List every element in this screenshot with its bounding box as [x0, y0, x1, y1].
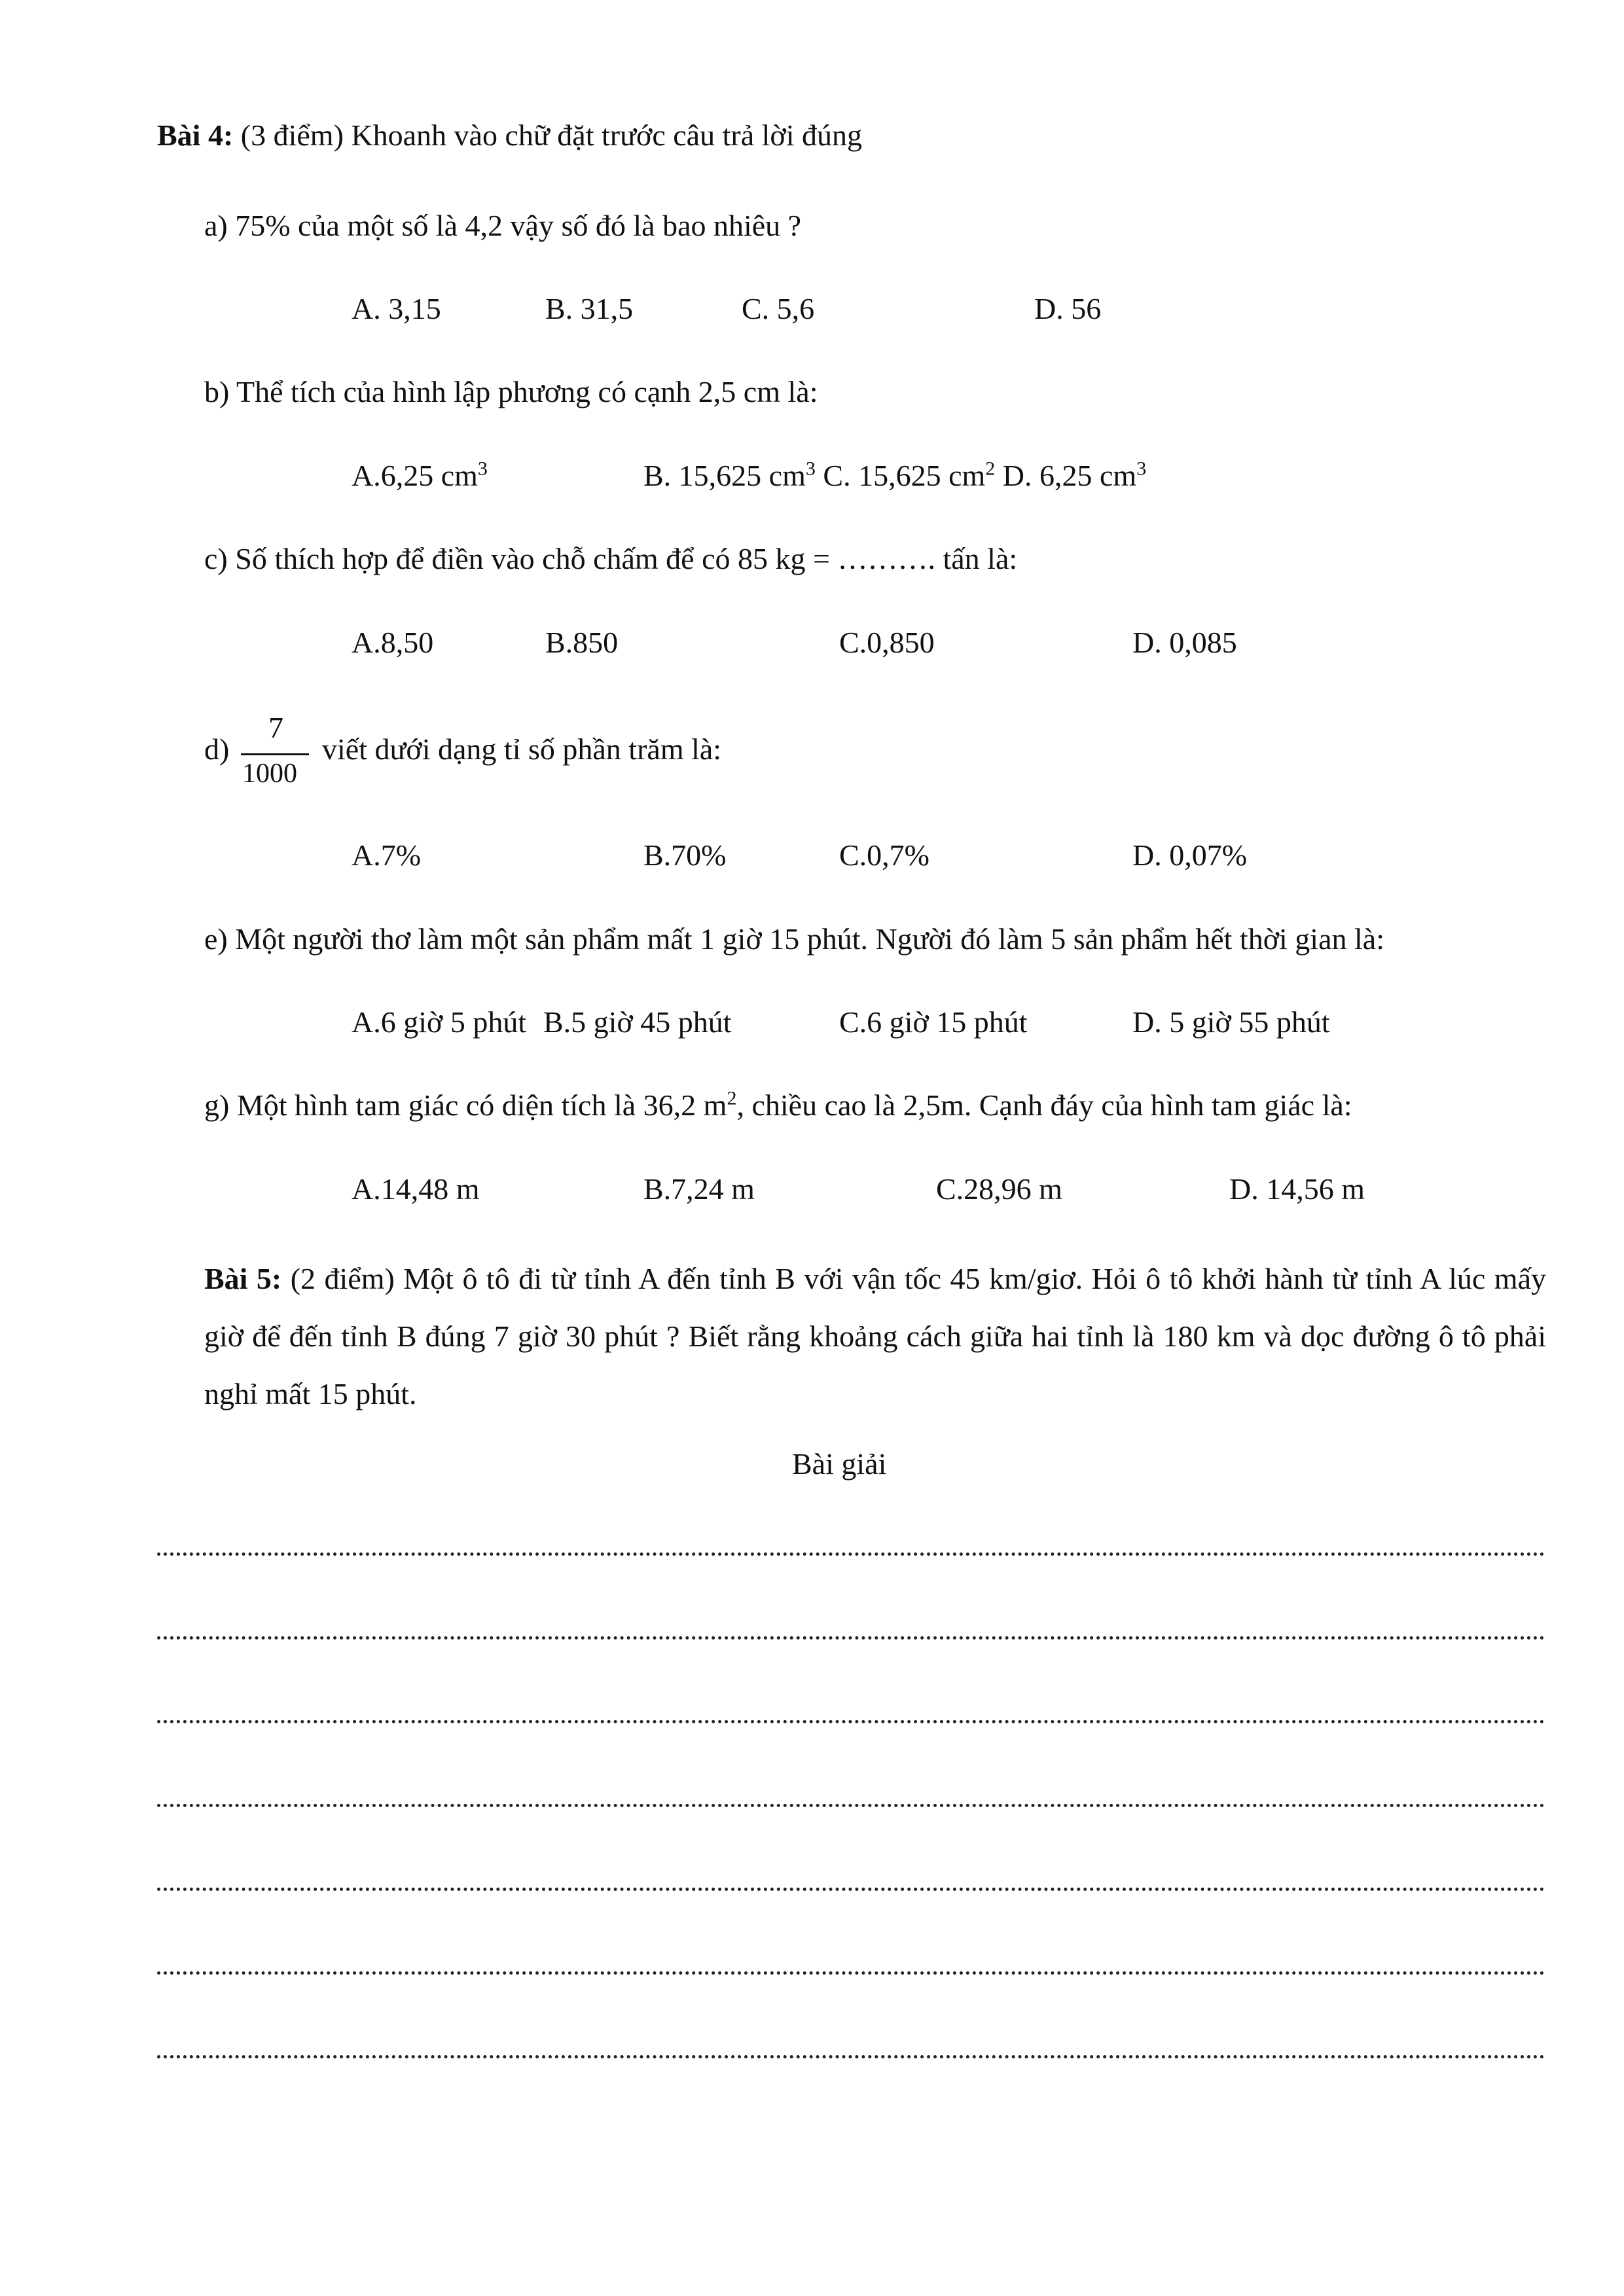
bai5-title: Bài 5:: [204, 1262, 282, 1295]
question-d-option-c: C.0,7%: [839, 838, 929, 872]
bai4-intro: (3 điểm) Khoanh vào chữ đặt trước câu trả lời đúng: [233, 118, 863, 152]
question-b-option-c: C. 15,625 cm: [815, 459, 986, 492]
question-g-option-b: B.7,24 m: [643, 1172, 755, 1206]
question-e-option-c: C.6 giờ 15 phút: [839, 1005, 1028, 1039]
answer-line[interactable]: [157, 1720, 1545, 1723]
question-e-option-d: D. 5 giờ 55 phút: [1132, 1005, 1330, 1039]
question-e-option-a: A.6 giờ 5 phút: [352, 1005, 527, 1039]
question-a-option-c: C. 5,6: [742, 292, 815, 325]
answer-line[interactable]: [157, 1636, 1545, 1640]
question-b-options-bcd: B. 15,625 $cm^3$ C. 15,625 $cm^2$ D. 6,25 $cm^3$: [643, 457, 1147, 492]
question-a-option-d: D. 56: [1034, 292, 1102, 325]
question-a-option-b: B. 31,5: [545, 292, 634, 325]
question-d-option-b: B.70%: [643, 838, 727, 872]
question-d: viết dưới dạng tỉ số phần trăm là:: [322, 732, 722, 766]
bai5-paragraph: [204, 1250, 1546, 1423]
answer-line[interactable]: [157, 1888, 1545, 1891]
question-g-option-c: C.28,96 m: [936, 1172, 1062, 1206]
solution-heading: Bài giải: [792, 1447, 887, 1480]
question-d-option-a: A.7%: [352, 838, 422, 872]
question-e-option-b: B.5 giờ 45 phút: [543, 1005, 732, 1039]
question-c-option-b: B.850: [545, 626, 619, 659]
question-g-option-d: D. 14,56 m: [1229, 1172, 1365, 1206]
question-g: g) Một hình tam giác có diện tích là 36,2 $m^2$, chiều cao là 2,5m. Cạnh đáy của hình tam giác là:: [204, 1087, 1352, 1122]
question-b-option-d: D. 6,25 cm: [995, 459, 1137, 492]
bai4-title: Bài 4:: [157, 118, 234, 152]
bai4-heading: [157, 118, 862, 152]
fraction-bar: [241, 753, 309, 755]
question-d-label: d): [204, 732, 230, 766]
answer-line[interactable]: [157, 1971, 1545, 1975]
question-c-option-d: D. 0,085: [1132, 626, 1237, 659]
question-a-option-a: A. 3,15: [352, 292, 441, 325]
question-e: e) Một người thơ làm một sản phẩm mất 1 giờ 15 phút. Người đó làm 5 sản phẩm hết thời gian là:: [204, 922, 1384, 956]
bai5-text: (2 điểm) Một ô tô đi từ tỉnh A đến tỉnh B với vận tốc 45 km/giơ. Hỏi ô tô khởi hành từ tỉnh A lúc mấy giờ để đến tỉnh B đúng 7 giờ 30 phút ? Biết rằng khoảng cách giữa hai tỉnh là 180 km và dọc đường ô tô phải nghỉ mất 15 phút.: [204, 1262, 1547, 1410]
fraction-denominator: 1000: [242, 759, 297, 789]
question-c-option-a: A.8,50: [352, 626, 434, 659]
question-c-option-c: C.0,850: [839, 626, 935, 659]
question-c: c) Số thích hợp để điền vào chỗ chấm để có 85 kg = ………. tấn là:: [204, 542, 1018, 575]
question-b-option-b: B. 15,625 cm: [643, 459, 806, 492]
answer-line[interactable]: [157, 1552, 1545, 1556]
answer-line[interactable]: [157, 2055, 1545, 2058]
fraction-numerator: 7: [268, 711, 283, 744]
answer-line[interactable]: [157, 1804, 1545, 1807]
question-d-option-d: D. 0,07%: [1132, 838, 1248, 872]
question-a: a) 75% của một số là 4,2 vậy số đó là bao nhiêu ?: [204, 209, 802, 242]
question-g-option-a: A.14,48 m: [352, 1172, 480, 1206]
question-b-option-a: A.6,25 $cm^3$: [352, 457, 488, 492]
question-b: b) Thể tích của hình lập phương có cạnh 2,5 cm là:: [204, 375, 818, 408]
